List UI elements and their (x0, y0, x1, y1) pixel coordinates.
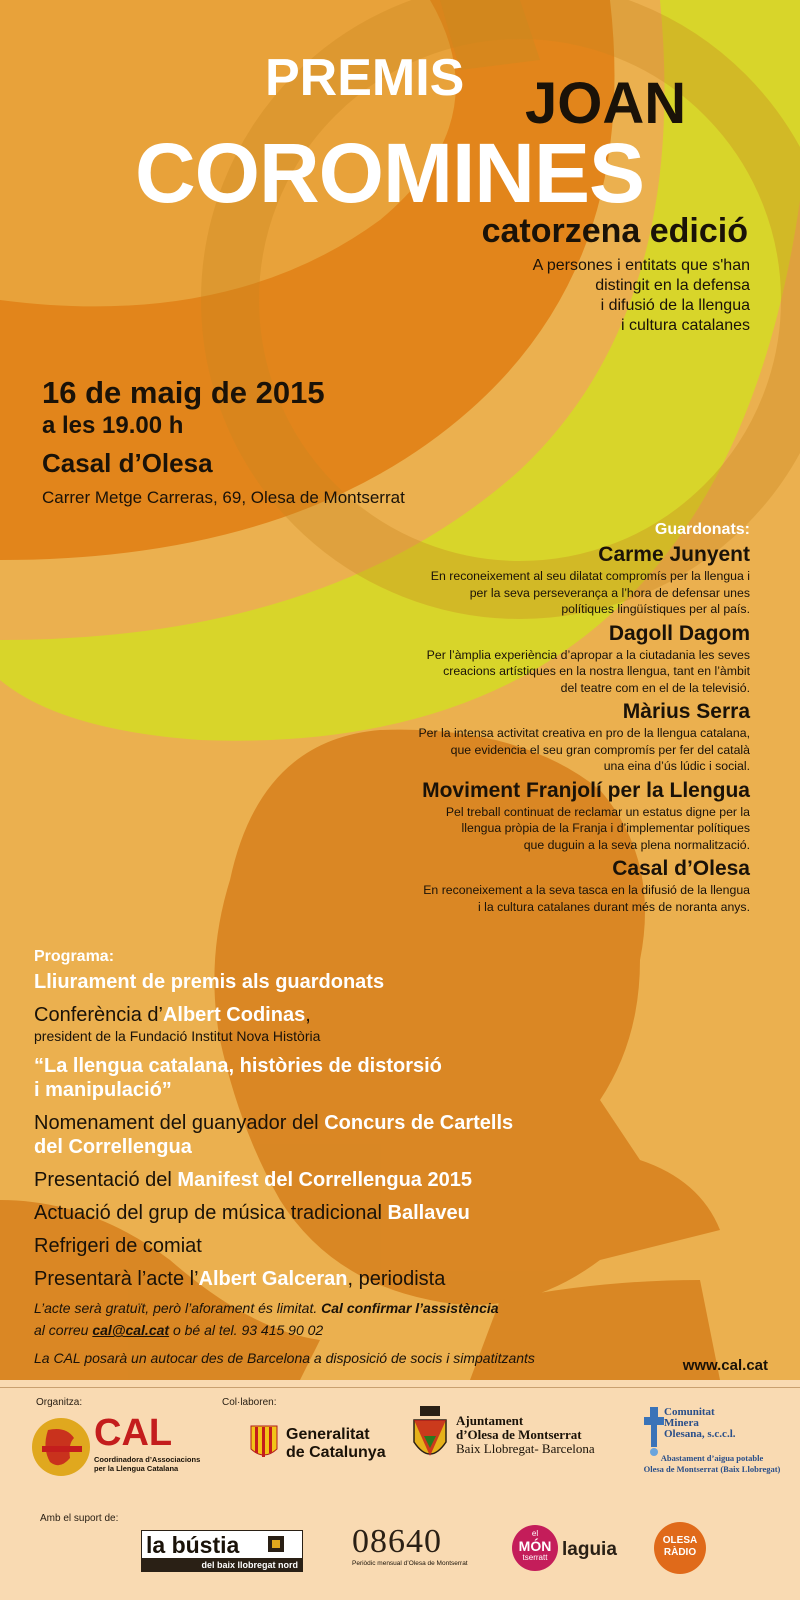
program-item: Lliurament de premis als guardonats (34, 971, 385, 993)
event-venue: Casal d’Olesa (42, 448, 213, 478)
program-item: Presentarà l’acte l’Albert Galceran, periodista (34, 1268, 446, 1290)
ajuntament-logo: Ajuntament d’Olesa de Montserrat Baix Llobregat- Barcelona (412, 1404, 612, 1484)
program-heading: Programa: (34, 948, 115, 965)
program-item: Conferència d’Albert Codinas, president de la Fundació Institut Nova Història (34, 1004, 321, 1044)
program-item: Nomenament del guanyador del Concurs de Cartells del Correllengua (34, 1112, 514, 1158)
08640-logo: 08640 Periòdic mensual d’Olesa de Montserrat (352, 1523, 468, 1567)
awardee: Dagoll Dagom Per l’àmplia experiència d’apropar a la ciutadania les seves creacions artístiques en la nostra llengua, tant en l’àmbit del teatre com en el de la televisió. (426, 621, 750, 695)
olesa-radio-logo: OLESA RÀDIO (654, 1522, 706, 1574)
suport-label: Amb el suport de: (40, 1513, 119, 1524)
program-list (34, 970, 754, 1300)
edition-subtitle: catorzena edició (481, 212, 748, 250)
awardees-list (270, 542, 750, 918)
senyera-icon (250, 1425, 278, 1461)
program-item: Actuació del grup de música tradicional Ballaveu (34, 1202, 470, 1224)
title-joan: JOAN (525, 71, 687, 136)
la-bustia-logo: la bústia del baix llobregat nord (141, 1530, 303, 1572)
footer-divider (0, 1387, 800, 1388)
generalitat-logo: Generalitat de Catalunya (250, 1422, 410, 1472)
organitza-label: Organitza: (36, 1397, 83, 1408)
intro-text: A persones i entitats que s'han distingit en la defensa i difusió de la llengua i cultura catalanes (532, 257, 750, 334)
collaboren-label: Col·laboren: (222, 1397, 277, 1408)
awardee: Moviment Franjolí per la Llengua Pel treball continuat de reclamar un estatus digne per la llengua pròpia de la Franja i d’implementar polítiques que duguin a la seva plena normalització. (422, 778, 750, 852)
mon-montserrat-logo: el MÓN tserratt laguia (512, 1525, 622, 1575)
program-item: “La llengua catalana, històries de distorsió i manipulació” (34, 1055, 442, 1101)
cal-map-icon (30, 1416, 92, 1478)
olesa-shield-icon (412, 1406, 448, 1464)
attendance-notes: L’acte serà gratuït, però l’aforament és limitat. Cal confirmar l’assistència al correu cal@cal.cat o bé al tel. 93 415 90 02 La CAL posarà un autocar des de Barcelona a disposició de socis i simpatitzants (34, 1300, 535, 1366)
event-date: 16 de maig de 2015 (42, 375, 325, 410)
program-item: Presentació del Manifest del Correllengua 2015 (34, 1169, 472, 1191)
awardee: Màrius Serra Per la intensa activitat creativa en pro de la llengua catalana, que evidencia el seu gran compromís per fer del català una eina d’ús lúdic i social. (418, 700, 750, 773)
title-coromines: COROMINES (135, 126, 645, 220)
event-time: a les 19.00 h (42, 412, 184, 439)
cal-logo: CAL Coordinadora d’Associacions per la Llengua Catalana (30, 1412, 220, 1482)
email-link[interactable]: cal@cal.cat (92, 1322, 170, 1338)
awardees-heading: Guardonats: (654, 521, 750, 538)
mailbox-icon (268, 1536, 284, 1552)
website-link[interactable]: www.cal.cat (682, 1357, 768, 1374)
awardee: Casal d’Olesa En reconeixement a la seva tasca en la difusió de la llengua i la cultura catalanes durant més de noranta anys. (423, 857, 750, 914)
title-premis: PREMIS (265, 49, 465, 107)
comunitat-minera-logo: Comunitat Minera Olesana, s.c.c.l. Abastament d’aigua potable Olesa de Montserrat (Baix Llobregat) (640, 1405, 790, 1505)
phone-number: 93 415 90 02 (241, 1322, 324, 1338)
program-item: Refrigeri de comiat (34, 1235, 202, 1257)
awardee: Carme Junyent En reconeixement al seu dilatat compromís per la llengua i per la seva perseverança a l’hora de defensar unes polítiques lingüístiques per al país. (430, 543, 750, 616)
event-address: Carrer Metge Carreras, 69, Olesa de Montserrat (42, 488, 405, 507)
